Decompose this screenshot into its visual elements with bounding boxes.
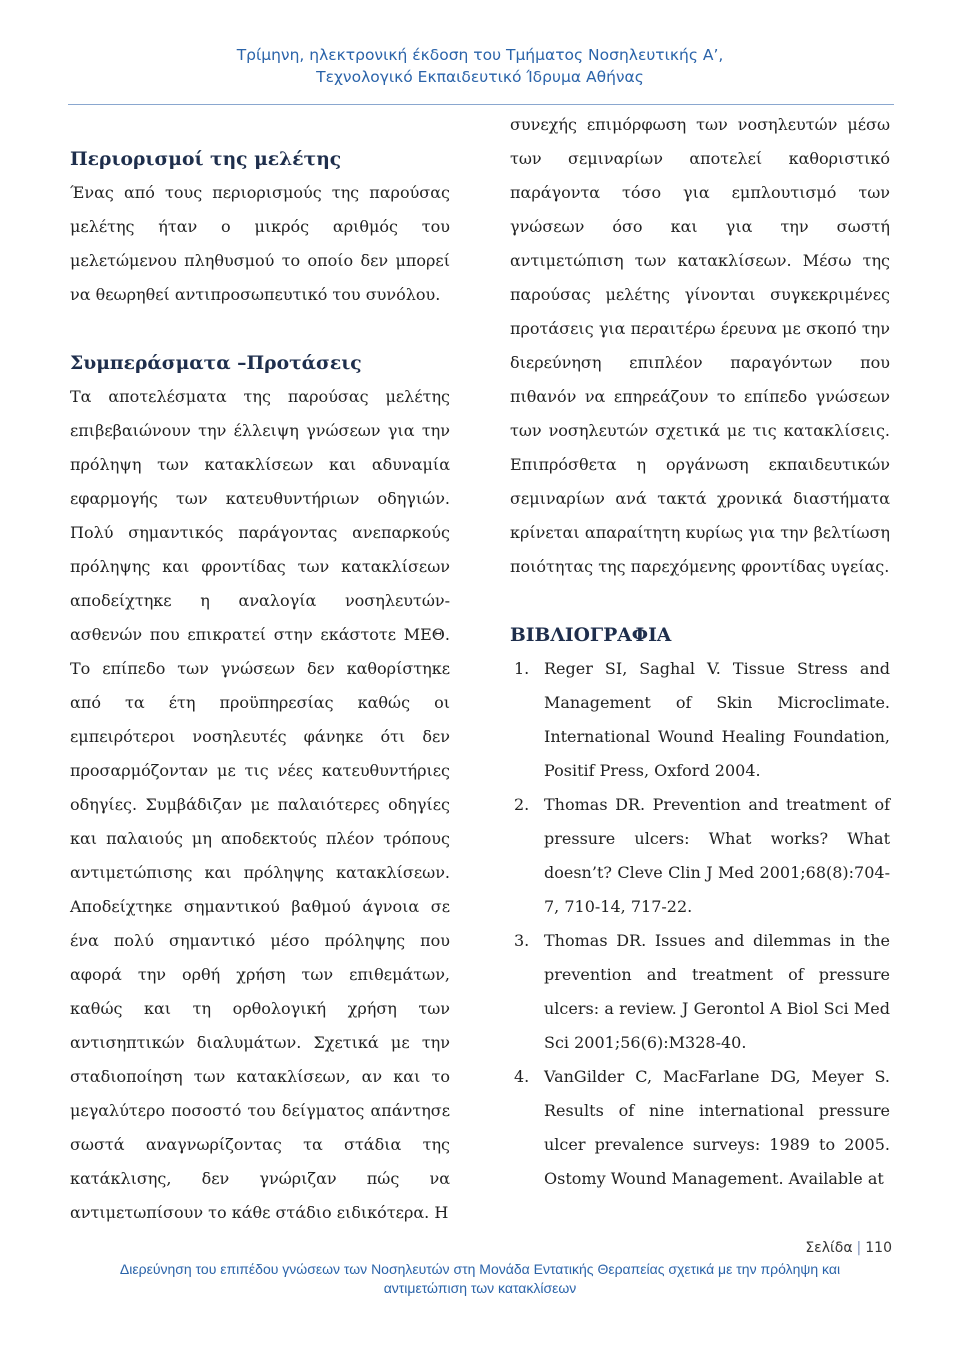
reference-item bbox=[510, 924, 890, 1060]
reference-item bbox=[510, 1060, 890, 1196]
footer-title-line-2: αντιμετώπιση των κατακλίσεων bbox=[383, 1280, 577, 1296]
page-separator: | bbox=[856, 1240, 862, 1256]
header-divider bbox=[68, 104, 894, 105]
bibliography-heading: ΒΙΒΛΙΟΓΡΑΦΙΑ bbox=[510, 624, 672, 646]
reference-number: 4. bbox=[514, 1067, 530, 1086]
page-label: Σελίδα bbox=[805, 1240, 853, 1256]
limitations-heading: Περιορισμοί της μελέτης bbox=[70, 148, 342, 170]
reference-number: 2. bbox=[514, 795, 530, 814]
left-column bbox=[70, 108, 450, 1230]
reference-number: 3. bbox=[514, 931, 530, 950]
page-number: 110 bbox=[865, 1240, 892, 1256]
journal-header-line-1: Τρίμηνη, ηλεκτρονική έκδοση του Τμήματος Νοσηλευτικής Α’, bbox=[236, 46, 724, 64]
conclusions-continuation: συνεχής επιμόρφωση των νοσηλευτών μέσω των σεμιναρίων αποτελεί καθοριστικό παράγοντα τόσο για εμπλουτισμό των γνώσεων όσο και για την σωστή αντιμετώπιση των κατακλίσεων. Μέσω της παρούσας μελέτης γίνονται συγκεκριμένες προτάσεις για περαιτέρω έρευνα με σκοπό την διερεύνηση επιπλέον παραγόντων που πιθανόν να επηρεάζουν το επίπεδο γνώσεων των νοσηλευτών σχετικά με τις κατακλίσεις. Επιπρόσθετα η οργάνωση εκπαιδευτικών σεμιναρίων ανά τακτά χρονικά διαστήματα κρίνεται απαραίτητη κυρίως για την βελτίωση ποιότητας της παρεχόμενης φροντίδας υγείας. bbox=[510, 115, 890, 576]
reference-text: Reger SI, Saghal V. Tissue Stress and Management of Skin Microclimate. International Wound Healing Foundation, Positif Press, Oxford 2004. bbox=[544, 659, 890, 780]
reference-item bbox=[510, 652, 890, 788]
page-number-block bbox=[805, 1240, 892, 1256]
journal-header bbox=[0, 44, 960, 88]
reference-text: Thomas DR. Prevention and treatment of pressure ulcers: What works? What doesn’t? Cleve Clin J Med 2001;68(8):704-7, 710-14, 717-22. bbox=[544, 795, 890, 916]
limitations-paragraph: Ένας από τους περιορισμούς της παρούσας μελέτης ήταν ο μικρός αριθμός του μελετώμενου πληθυσμού το οποίο δεν μπορεί να θεωρηθεί αντιπροσωπευτικό του συνόλου. bbox=[70, 183, 450, 304]
reference-list bbox=[510, 652, 890, 1196]
footer-title-line-1: Διερεύνηση του επιπέδου γνώσεων των Νοσηλευτών στη Μονάδα Εντατικής Θεραπείας σχετικά με την πρόληψη και bbox=[119, 1261, 841, 1277]
spacer bbox=[70, 108, 450, 142]
reference-item bbox=[510, 788, 890, 924]
spacer bbox=[510, 584, 890, 618]
journal-header-line-2: Τεχνολογικό Εκπαιδευτικό Ίδρυμα Αθήνας bbox=[316, 68, 644, 86]
conclusions-heading: Συμπεράσματα –Προτάσεις bbox=[70, 352, 362, 374]
reference-text: Thomas DR. Issues and dilemmas in the prevention and treatment of pressure ulcers: a review. J Gerontol A Biol Sci Med Sci 2001;56(6):M328-40. bbox=[544, 931, 890, 1052]
reference-text: VanGilder C, MacFarlane DG, Meyer S. Results of nine international pressure ulcer prevalence surveys: 1989 to 2005. Ostomy Wound Management. Available at bbox=[544, 1067, 890, 1188]
footer-article-title bbox=[0, 1260, 960, 1298]
spacer bbox=[70, 312, 450, 346]
reference-number: 1. bbox=[514, 659, 530, 678]
right-column bbox=[510, 108, 890, 1196]
conclusions-paragraph: Τα αποτελέσματα της παρούσας μελέτης επιβεβαιώνουν την έλλειψη γνώσεων για την πρόληψη των κατακλίσεων και αδυναμία εφαρμογής των κατευθυντήριων οδηγιών. Πολύ σημαντικός παράγοντας ανεπαρκούς πρόληψης και φροντίδας των κατακλίσεων αποδείχτηκε η αναλογία νοσηλευτών-ασθενών που επικρατεί στην εκάστοτε ΜΕΘ. Το επίπεδο των γνώσεων δεν καθορίστηκε από τα έτη προϋπηρεσίας καθώς οι εμπειρότεροι νοσηλευτές φάνηκε ότι δεν προσαρμόζονταν με τις νέες κατευθυντήριες οδηγίες. Συμβάδιζαν με παλαιότερες οδηγίες και παλαιούς μη αποδεκτούς πλέον τρόπους αντιμετώπισης και πρόληψης κατακλίσεων. Αποδείχτηκε σημαντικού βαθμού άγνοια σε ένα πολύ σημαντικό μέσο πρόληψης που αφορά την ορθή χρήση των επιθεμάτων, καθώς και τη ορθολογική χρήση των αντισηπτικών διαλυμάτων. Σχετικά με την σταδιοποίηση των κατακλίσεων, αν και το μεγαλύτερο ποσοστό του δείγματος απάντησε σωστά αναγνωρίζοντας τα στάδια της κατάκλισης, δεν γνώριζαν πώς να αντιμετωπίσουν το κάθε στάδιο ειδικότερα. Η bbox=[70, 387, 450, 1222]
